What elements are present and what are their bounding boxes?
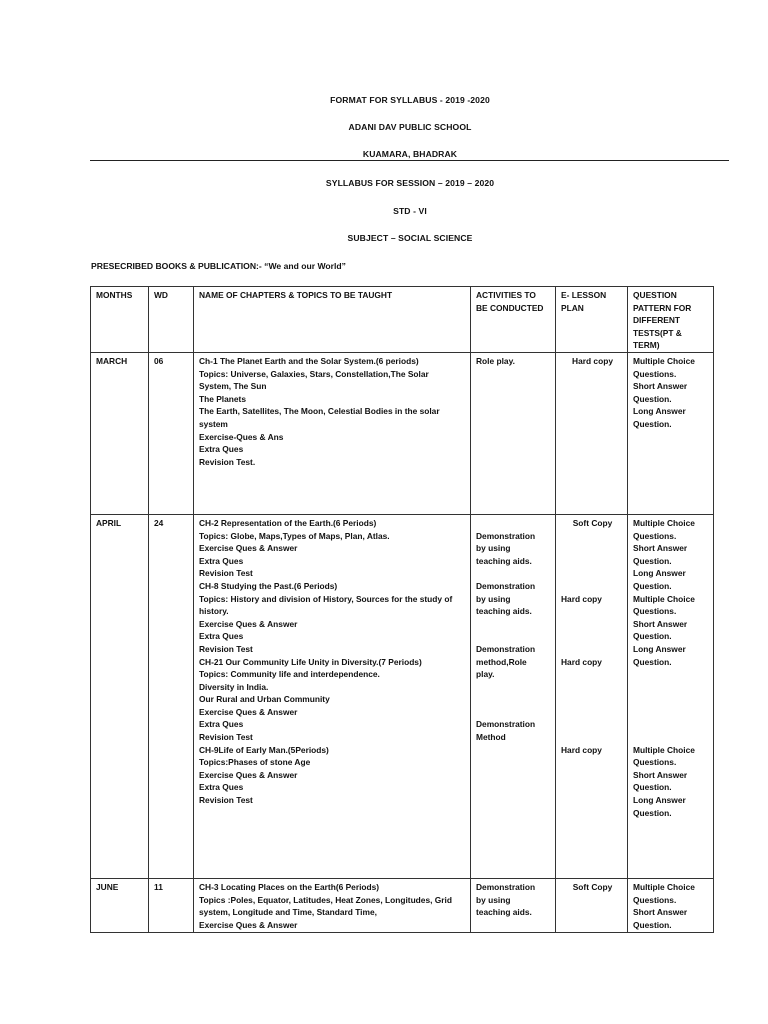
header-question-pattern: QUESTION PATTERN FOR DIFFERENT TESTS(PT & TERM)	[628, 287, 714, 353]
table-row-april	[91, 514, 714, 878]
activities-cell: Role play.	[471, 352, 556, 514]
wd-cell: 24	[149, 514, 194, 878]
header-wd: WD	[149, 287, 194, 353]
question-pattern-cell: Multiple Choice Questions. Short Answer Question. Long Answer Question.	[628, 352, 714, 514]
school-name: ADANI DAV PUBLIC SCHOOL	[348, 122, 472, 132]
question-pattern-cell: Multiple Choice Questions. Short Answer Question. Long Answer Question. Multiple Choice Questions. Short Answer Question. Long Answer Question. Multiple Choice Questions. Short Answer Question. Long Answer Question.	[628, 514, 714, 878]
header-divider	[90, 160, 729, 161]
activities-cell: Demonstration by using teaching aids. Demonstration by using teaching aids. Demonstration method,Role play. Demonstration Method	[471, 514, 556, 878]
activities-cell: Demonstration by using teaching aids.	[471, 878, 556, 932]
chapters-cell: CH-2 Representation of the Earth.(6 Periods) Topics: Globe, Maps,Types of Maps, Plan, Atlas. Exercise Ques & Answer Extra Ques Revision Test CH-8 Studying the Past.(6 Periods) Topics: History and division of History, Sources for the study of history. Exercise Ques & Answer Extra Ques Revision Test CH-21 Our Community Life Unity in Diversity.(7 Periods) Topics: Community life and interdependence. Diversity in India. Our Rural and Urban Community Exercise Ques & Answer Extra Ques Revision Test CH-9Life of Early Man.(5Periods) Topics:Phases of stone Age Exercise Ques & Answer Extra Ques Revision Test	[194, 514, 471, 878]
month-cell: APRIL	[91, 514, 149, 878]
wd-cell: 06	[149, 352, 194, 514]
month-cell: JUNE	[91, 878, 149, 932]
table-row-june	[91, 878, 714, 932]
session-title: SYLLABUS FOR SESSION – 2019 – 2020	[325, 178, 495, 188]
month-cell: MARCH	[91, 352, 149, 514]
prescribed-books: PRESECRIBED BOOKS & PUBLICATION:- “We and our World”	[91, 261, 346, 271]
std-label: STD - VI	[393, 206, 427, 216]
table-header-row	[91, 287, 714, 353]
header-activities: ACTIVITIES TO BE CONDUCTED	[471, 287, 556, 353]
header-lesson-plan: E- LESSON PLAN	[556, 287, 628, 353]
lesson-plan-cell: Hard copy	[556, 352, 628, 514]
chapters-cell: CH-3 Locating Places on the Earth(6 Periods) Topics :Poles, Equator, Latitudes, Heat Zones, Longitudes, Grid system, Longitude and Time, Standard Time, Exercise Ques & Answer	[194, 878, 471, 932]
lesson-plan-cell: Soft Copy Hard copy Hard copy Hard copy	[556, 514, 628, 878]
header-chapters: NAME OF CHAPTERS & TOPICS TO BE TAUGHT	[194, 287, 471, 353]
lesson-plan-cell: Soft Copy	[556, 878, 628, 932]
syllabus-table	[90, 286, 714, 933]
chapters-cell: Ch-1 The Planet Earth and the Solar System.(6 periods) Topics: Universe, Galaxies, Stars, Constellation,The Solar System, The Sun The Planets The Earth, Satellites, The Moon, Celestial Bodies in the solar system Exercise-Ques & Ans Extra Ques Revision Test.	[194, 352, 471, 514]
wd-cell: 11	[149, 878, 194, 932]
header-months: MONTHS	[91, 287, 149, 353]
subject-label: SUBJECT – SOCIAL SCIENCE	[347, 233, 473, 243]
format-title: FORMAT FOR SYLLABUS - 2019 -2020	[330, 95, 490, 105]
table-row-march	[91, 352, 714, 514]
school-location: KUAMARA, BHADRAK	[362, 149, 458, 159]
question-pattern-cell: Multiple Choice Questions. Short Answer Question.	[628, 878, 714, 932]
